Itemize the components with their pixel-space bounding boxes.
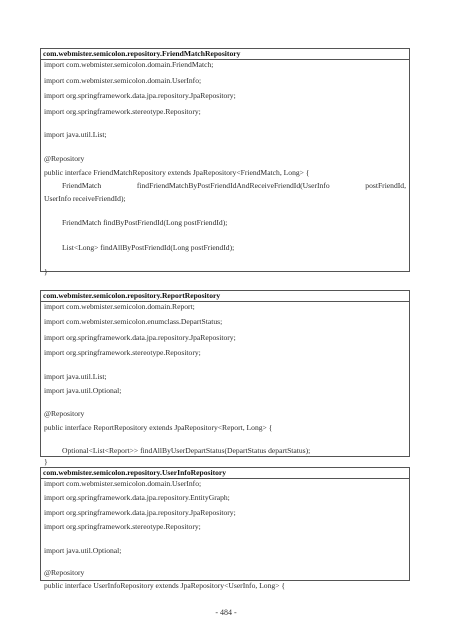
code-block-title: com.webmister.semicolon.repository.FriendMatchRepository	[41, 49, 409, 60]
code-line: import org.springframework.stereotype.Repository;	[44, 522, 201, 531]
code-line: import org.springframework.data.jpa.repository.JpaRepository;	[44, 508, 236, 517]
code-block-report-repository	[40, 290, 410, 466]
code-line: public interface ReportRepository extends JpaRepository<Report, Long> {	[44, 423, 273, 432]
code-line: import java.util.List;	[44, 372, 107, 381]
code-block-title: com.webmister.semicolon.repository.ReportRepository	[41, 291, 409, 302]
code-line: import com.webmister.semicolon.domain.UserInfo;	[44, 479, 202, 488]
code-line: import java.util.Optional;	[44, 386, 122, 395]
code-line: import org.springframework.stereotype.Repository;	[44, 107, 201, 116]
code-line: Optional<List<Report>> findAllByUserDepartStatus(DepartStatus departStatus);	[62, 446, 311, 455]
code-line: FriendMatch findByPostFriendId(Long postFriendId);	[62, 218, 228, 227]
code-line: import org.springframework.data.jpa.repository.JpaRepository;	[44, 333, 236, 342]
code-line: List<Long> findAllByPostFriendId(Long postFriendId);	[62, 243, 235, 252]
code-line: import org.springframework.stereotype.Repository;	[44, 348, 201, 357]
code-line: }	[44, 267, 48, 276]
code-line: @Repository	[44, 154, 85, 163]
page-number: - 484 -	[215, 608, 237, 617]
code-line: import org.springframework.data.jpa.repository.JpaRepository;	[44, 91, 236, 100]
code-line: UserInfo receiveFriendId);	[44, 194, 126, 203]
code-line: import org.springframework.data.jpa.repository.EntityGraph;	[44, 493, 230, 502]
code-block-title: com.webmister.semicolon.repository.UserInfoRepository	[41, 468, 409, 479]
code-token: postFriendId,	[365, 181, 406, 190]
code-line: }	[44, 457, 48, 466]
code-token: FriendMatch	[62, 181, 102, 190]
code-block-friendmatch-repository	[40, 48, 410, 276]
code-line: public interface UserInfoRepository extends JpaRepository<UserInfo, Long> {	[44, 581, 286, 590]
code-line: import com.webmister.semicolon.domain.Report;	[44, 302, 195, 311]
code-line: @Repository	[44, 409, 85, 418]
code-line: @Repository	[44, 568, 85, 577]
code-line: public interface FriendMatchRepository extends JpaRepository<FriendMatch, Long> {	[44, 168, 310, 177]
code-line-wrapped	[62, 181, 406, 191]
code-line: import java.util.Optional;	[44, 546, 122, 555]
code-line: import com.webmister.semicolon.enumclass.DepartStatus;	[44, 317, 223, 326]
code-block-userinfo-repository	[40, 467, 410, 590]
code-line: import java.util.List;	[44, 130, 107, 139]
code-line: import com.webmister.semicolon.domain.UserInfo;	[44, 76, 202, 85]
code-token: findFriendMatchByPostFriendIdAndReceiveFriendId(UserInfo	[136, 181, 330, 190]
code-line: import com.webmister.semicolon.domain.FriendMatch;	[44, 60, 214, 69]
